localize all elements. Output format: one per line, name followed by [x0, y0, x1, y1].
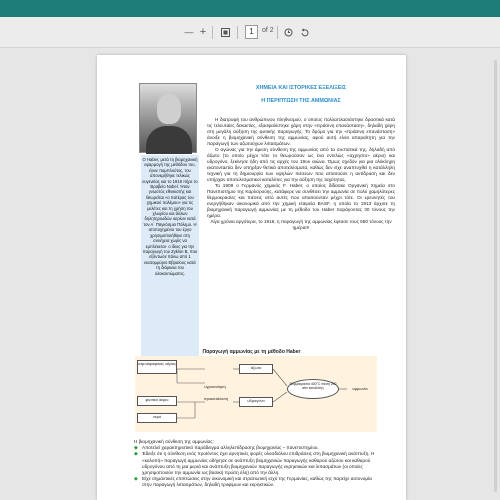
diagram-label-liquefaction: υγροποίηση — [204, 384, 226, 389]
document-page — [97, 55, 406, 500]
summary-section — [134, 439, 380, 489]
paragraph: Λίγα χρόνια αργότερα, το 1916, η παραγωγή της αμμωνίας έφτασε τους 550 τόνους την ημέρα!!! — [210, 219, 392, 230]
list-item — [134, 476, 380, 488]
zoom-in-button[interactable]: + — [199, 26, 207, 38]
list-item — [134, 451, 380, 476]
portrait-caption: Ο Haber, μετά τη βιομηχανική εφαρμογή της μεθόδου του, έγινε παμπλούτος, του απονεμήθηκε τελικώς ευγενείας και το 1918 πήρε το Βραβείο Nobel. Ήταν γνωστός εθνικιστής και θεωρείται «ο πατέρας του χημικού πολέμου» για τις μελέτες και τη χρήση του χλωρίου και άλλων δηλητηριωδών αερίων κατά τον Α΄ Παγκόσμιο Πόλεμο. Η αποτυχημένοι του έργο χρησιμοποιήθηκε στη συνέχεια χωρίς να εμπλέκεται· ο ίδιος για την παραγωγή του Zyklon B, που εξόντωσε πάνω από 1 εκατομμύριο Εβραίους κατά τη διάρκεια του ολοκαυτώματος. — [141, 155, 199, 363]
diagram-title: Παραγωγή αμμωνίας με τη μέθοδο Haber — [202, 349, 301, 355]
rotate-button[interactable] — [298, 26, 310, 39]
paragraph: Η διατροφή του ανθρώπινου πληθυσμού, ο οποίος πολλαπλασιάστηκε δραστικά κατά τις τελευταίες δεκαετίες, εξασφαλίστηκε χάρη στην «πράσινη επανάσταση», δηλαδή χάρη στη μεγάλη αύξηση της φυτικής παραγωγής. Το δρόμο για την «πράσινη επανάσταση» άνοιξε η βιομηχανική σύνθεση της αμμωνίας, αφού αυτή είναι απαραίτητη για την παραγωγή των αζωτούχων λιπασμάτων. — [207, 117, 395, 146]
section-subheading: Η ΠΕΡΙΠΤΩΣΗ ΤΗΣ ΑΜΜΩΝΙΑΣ — [261, 98, 341, 104]
diagram-node-hydrogen: υδρογόνο — [239, 397, 273, 407]
history-button[interactable] — [282, 26, 294, 39]
toolbar-divider — [212, 26, 213, 39]
pdf-toolbar — [0, 17, 500, 48]
diagram-node-ammonia: αμμωνία — [352, 386, 368, 391]
diagram-label-precatalysis: προκατάλυση — [203, 396, 229, 401]
list-item-text: Είχε σημαντικές επιπτώσεις στην οικονομική και στρατιωτική ισχύ της Γερμανίας, καθώς της παρείχε αυτονομία στην παραγωγή λιπασμάτων, δηλαδή τροφίμων και εκρηκτικών. — [142, 476, 372, 488]
bullet-diamond-icon: ◆ — [134, 445, 138, 452]
diagram-node-reactor: Θερμοκρασία 400°C πίεση 200 atm καταλύτης — [287, 379, 339, 399]
summary-intro: Η βιομηχανική σύνθεση της αμμωνίας: — [134, 439, 214, 444]
app-title-bar — [0, 0, 500, 17]
history-icon — [284, 28, 293, 37]
paragraph: Ο αγώνας για την άμεση σύνθεση της αμμωνίας από τα συστατικά της, δηλαδή από άζωτο (το οποίο μέχρι τότε το θεωρούσαν ως ένα εντελώς «αχρηστο» αέριο) και υδρογόνο, ξεκίνησε ήδη από τις αρχές του 19ου αιώνα. Όμως σχεδόν για μια ολόκληρη εκατονταετία δεν υπήρξαν θετικά αποτελέσματα, καθώς δεν είχε αναπτυχθεί η κατάλληλη τεχνική για τη δημιουργία των υψηλών πιέσεων που απαιτούσε η αντίδραση και δεν υπήρχαν αποτελεσματικοί καταλύτες για την αύξηση της ταχύτητας. — [207, 147, 395, 182]
list-item-text: Αποτελεί χαρακτηριστικό παράδειγμα αλληλεπίδρασης βιομηχανίας – πανεπιστημίου. — [142, 445, 319, 451]
diagram-node-nitrogen: άζωτο — [239, 364, 273, 374]
paragraph: Το 1909 ο Γερμανός χημικός F. Haber, ο οποίος δίδασκε Οργανική Χημεία στο Πανεπιστήμιο της Καρλσρούης, κατάφερε να συνθέσει την αμμωνία σε πολύ χαμηλότερες θερμοκρασίες και πιέσεις από αυτές που απαιτούνταν μέχρι τότε. Οι ερευνητές του ενεργήθηκαν οικονομικά από την χημική εταιρεία BASF, η οποία το 1913 άρχισε τη βιομηχανική παραγωγή αμμωνίας με τη μέθοδο του Haber παράγοντας 30 τόνους την ημέρα. — [207, 183, 395, 218]
toolbar-divider — [277, 26, 278, 39]
article-body — [207, 117, 395, 231]
diagram-node-natural-gas: φυσικό αέριο — [137, 396, 177, 406]
bullet-diamond-icon: ◆ — [134, 476, 138, 483]
bullet-diamond-icon: ◆ — [134, 451, 138, 458]
diagram-node-water: νερό — [137, 413, 177, 423]
fit-page-icon — [221, 28, 230, 37]
fit-page-button[interactable] — [218, 26, 232, 39]
rotate-icon — [300, 28, 309, 37]
haber-process-diagram — [135, 356, 377, 432]
toolbar-divider — [237, 26, 238, 39]
page-count-label: of 2 — [262, 27, 274, 34]
list-item-text: Έδειξε ότι η σύνθεση ενός προϊόντος έχει αρνητικές φορές ολοσδιόλου επιδράσεις στη βιομηχανική ανάπτυξη. Η «καλοπή» παραγωγή αμμωνίας οδήγησε σε ανάπτυξη βιομηχανιών παραγωγής καθαρού αζώτου και καθαρού υδρογόνου από τη μια μεριά και ανάπτυξη βιομηχανιών παραγωγής εκρηκτικών και λιπασμάτων (οι οποίες χρησιμοποιούν την αμμωνία ως βασική πρώτη ύλη) από την άλλη. — [142, 451, 375, 476]
section-heading: ΧΗΜΕΙΑ ΚΑΙ ΙΣΤΟΡΙΚΕΣ ΕΞΕΛΙΞΕΙΣ — [255, 85, 347, 91]
vertical-scrollbar[interactable] — [494, 60, 497, 492]
page-number-input[interactable]: 1 — [245, 25, 258, 39]
diagram-node-air: ατμοσφαιρικός αέρας — [137, 360, 177, 374]
zoom-out-button[interactable]: — — [184, 27, 194, 37]
haber-portrait-image — [139, 83, 197, 153]
